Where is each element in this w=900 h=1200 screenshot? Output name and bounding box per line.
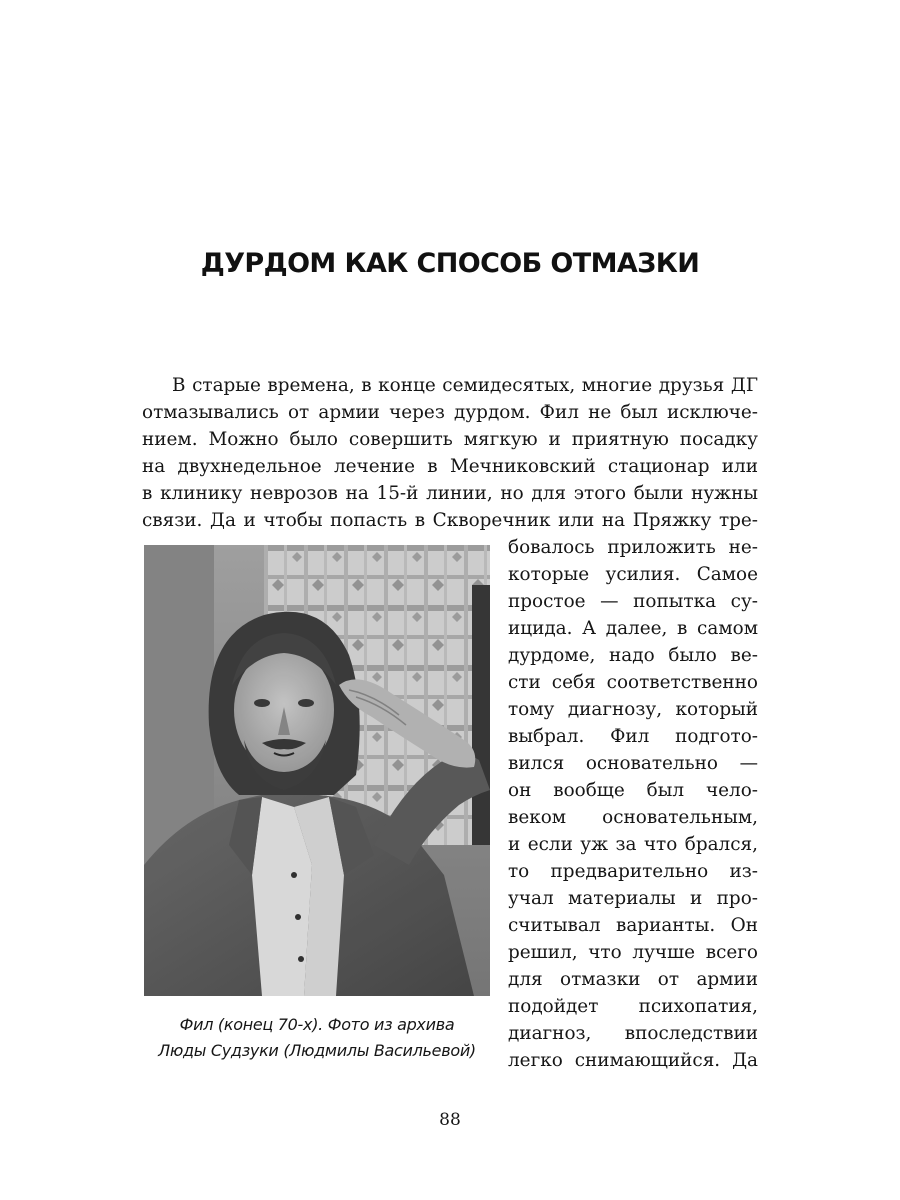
body-line: диагноз, впоследствии [508,1023,758,1044]
portrait-photo [144,545,490,996]
body-line: сти себя соответственно [508,672,758,693]
body-line: отмазывались от армии через дурдом. Фил не был исключе- [142,402,758,423]
body-line: подойдет психопатия, [508,996,758,1017]
body-line: которые усилия. Самое [508,564,758,585]
chapter-title: ДУРДОМ КАК СПОСОБ ОТМАЗКИ [200,248,700,279]
body-line: выбрал. Фил подгото- [508,726,758,747]
body-line: вился основательно — [508,753,758,774]
body-line: В старые времена, в конце семидесятых, многие друзья ДГ [172,375,758,396]
page-number: 88 [439,1110,461,1130]
body-line: веком основательным, [508,807,758,828]
body-line: бовалось приложить не- [508,537,758,558]
body-line: на двухнедельное лечение в Мечниковский стационар или [142,456,758,477]
body-line: легко снимающийся. Да [508,1050,758,1071]
body-line: нием. Можно было совершить мягкую и приятную посадку [142,429,758,450]
body-line: он вообще был чело- [508,780,758,801]
body-line: то предварительно из- [508,861,758,882]
body-line: простое — попытка су- [508,591,758,612]
body-line: дурдоме, надо было ве- [508,645,758,666]
body-line: связи. Да и чтобы попасть в Скворечник или на Пряжку тре- [142,510,758,531]
body-line: и если уж за что брался, [508,834,758,855]
body-line: ицида. А далее, в самом [508,618,758,639]
photo-caption-line: Люды Судзуки (Людмилы Васильевой) [158,1041,476,1060]
body-line: тому диагнозу, который [508,699,758,720]
body-line: учал материалы и про- [508,888,758,909]
body-line: в клинику неврозов на 15-й линии, но для этого были нужны [142,483,758,504]
body-line: решил, что лучше всего [508,942,758,963]
body-line: считывал варианты. Он [508,915,758,936]
photo-caption-line: Фил (конец 70-х). Фото из архива [179,1015,455,1034]
body-line: для отмазки от армии [508,969,758,990]
